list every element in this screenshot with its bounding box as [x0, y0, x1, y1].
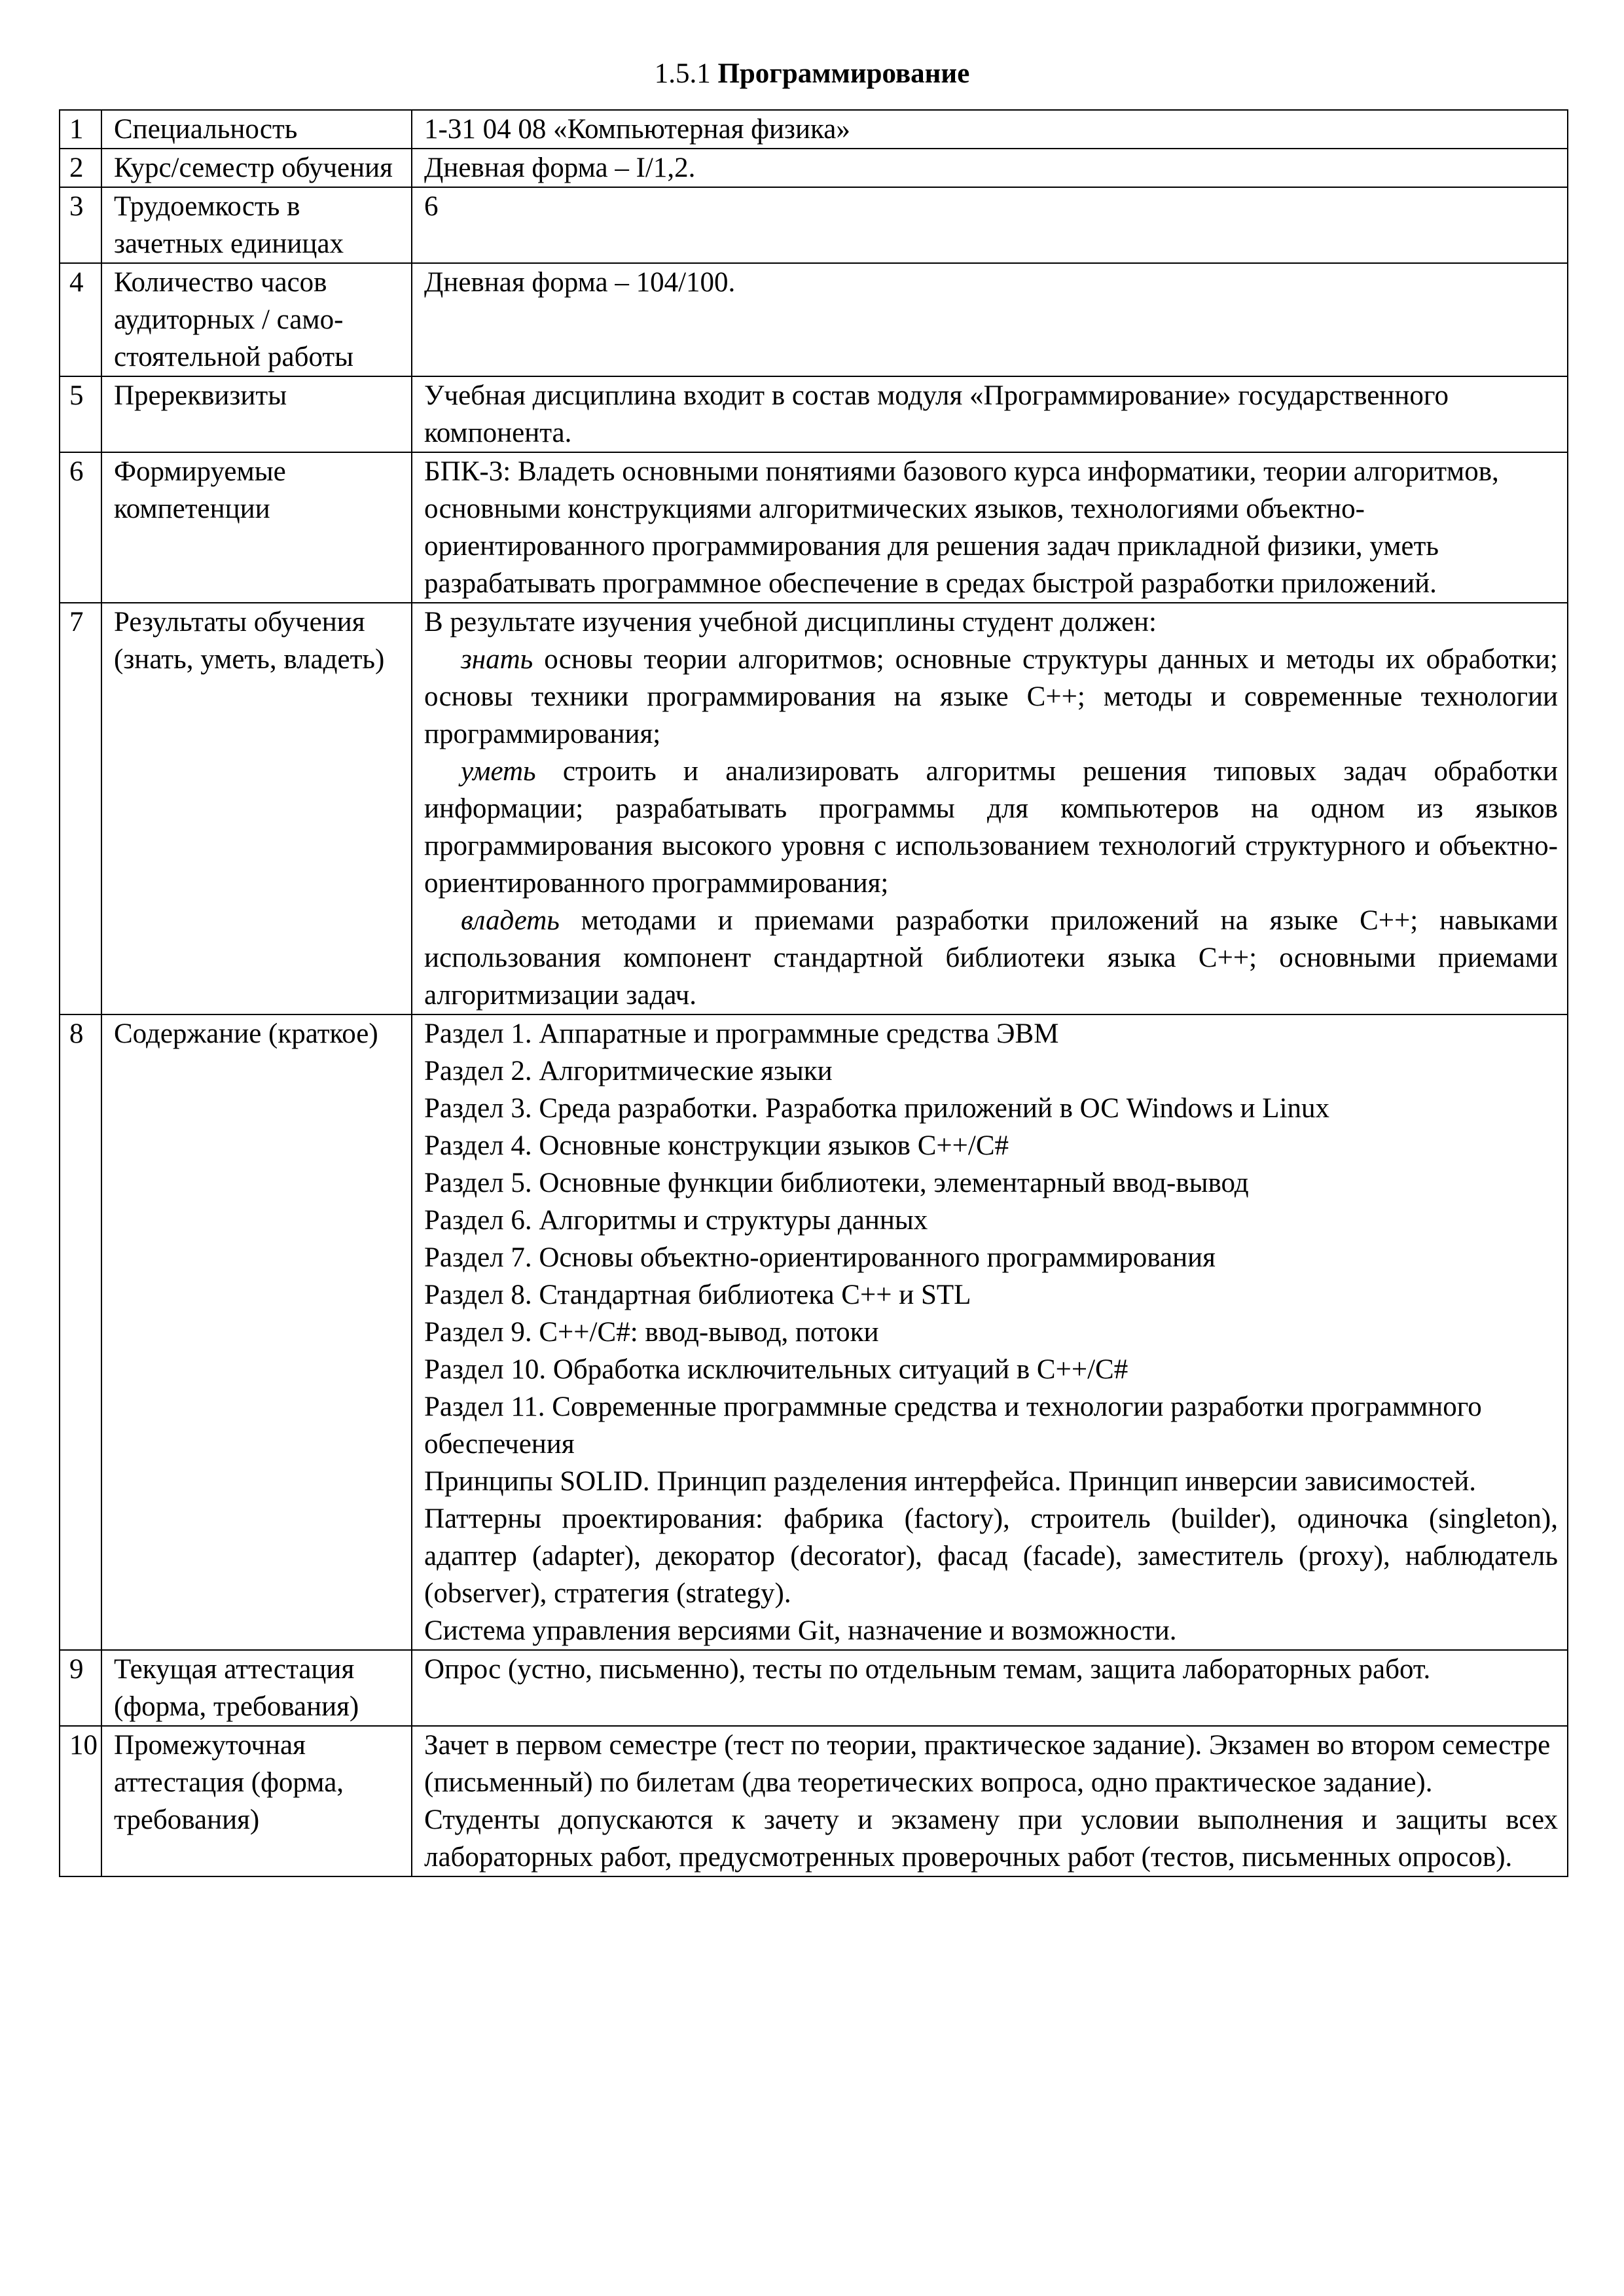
content-section: Раздел 11. Современные программные средства и технологии разработки программного обеспечения — [424, 1391, 1482, 1460]
table-row — [60, 110, 1568, 149]
row-number: 3 — [60, 187, 101, 263]
content-section: Раздел 3. Среда разработки. Разработка приложений в ОС Windows и Linux — [424, 1093, 1330, 1124]
content-section: Принципы SOLID. Принцип разделения интерфейса. Принцип инверсии зависимостей. — [424, 1466, 1476, 1497]
row-label: Количество часов аудиторных / само-стоятельной работы — [101, 263, 412, 376]
results-intro: В результате изучения учебной дисциплины студент должен: — [424, 607, 1157, 637]
table-row — [60, 263, 1568, 376]
row-content: 6 — [412, 187, 1568, 263]
own-text: методами и приемами разработки приложений на языке С++; навыками использования компонент стандартной библиотеки языка С++; основными приемами алгоритмизации задач. — [424, 905, 1558, 1011]
row-number: 9 — [60, 1650, 101, 1726]
row-content: Опрос (устно, письменно), тесты по отдельным темам, защита лабораторных работ. — [412, 1650, 1568, 1726]
results-know — [424, 641, 1558, 753]
can-term: уметь — [461, 756, 536, 787]
attestation-paragraph: Студенты допускаются к зачету и экзамену при условии выполнения и защиты всех лабораторных работ, предусмотренных проверочных работ (тестов, письменных опросов). — [424, 1804, 1558, 1873]
row-number: 10 — [60, 1726, 101, 1876]
row-label: Пререквизиты — [101, 376, 412, 452]
row-label: Содержание (краткое) — [101, 1014, 412, 1650]
content-section: Раздел 5. Основные функции библиотеки, элементарный ввод-вывод — [424, 1168, 1249, 1198]
row-content: Дневная форма – 104/100. — [412, 263, 1568, 376]
row-content: БПК-3: Владеть основными понятиями базового курса информатики, теории алгоритмов, основными конструкциями алгоритмических языков, технологиями объектно-ориентированного программирования для решения задач прикладной физики, уметь разрабатывать программное обеспечение в средах быстрой разработки приложений. — [412, 452, 1568, 603]
row-label: Формируемые компетенции — [101, 452, 412, 603]
row-label: Специальность — [101, 110, 412, 149]
results-can — [424, 753, 1558, 902]
course-spec-table — [59, 109, 1568, 1877]
row-content — [412, 1726, 1568, 1876]
row-label: Промежуточная аттестация (форма, требования) — [101, 1726, 412, 1876]
content-section: Раздел 7. Основы объектно-ориентированного программирования — [424, 1242, 1216, 1273]
table-row — [60, 1726, 1568, 1876]
content-section: Система управления версиями Git, назначение и возможности. — [424, 1615, 1177, 1646]
content-section: Раздел 8. Стандартная библиотека С++ и STL — [424, 1280, 971, 1310]
row-content: Учебная дисциплина входит в состав модуля «Программирование» государственного компонента. — [412, 376, 1568, 452]
table-row — [60, 149, 1568, 187]
row-number: 8 — [60, 1014, 101, 1650]
row-number: 5 — [60, 376, 101, 452]
row-label: Результаты обучения (знать, уметь, владеть) — [101, 603, 412, 1014]
content-section: Раздел 9. С++/С#: ввод-вывод, потоки — [424, 1317, 879, 1348]
table-row — [60, 376, 1568, 452]
own-term: владеть — [461, 905, 560, 936]
table-row — [60, 187, 1568, 263]
row-number: 2 — [60, 149, 101, 187]
content-section: Раздел 10. Обработка исключительных ситуаций в С++/С# — [424, 1354, 1128, 1385]
row-content: 1-31 04 08 «Компьютерная физика» — [412, 110, 1568, 149]
row-label: Трудоемкость в зачетных единицах — [101, 187, 412, 263]
row-content — [412, 603, 1568, 1014]
row-label: Текущая аттестация (форма, требования) — [101, 1650, 412, 1726]
row-number: 4 — [60, 263, 101, 376]
row-content: Дневная форма – I/1,2. — [412, 149, 1568, 187]
content-section: Паттерны проектирования: фабрика (factory), строитель (builder), одиночка (singleton), адаптер (adapter), декоратор (decorator), фасад (facade), заместитель (proxy), наблюдатель (observer), стратегия (strategy). — [424, 1503, 1558, 1609]
attestation-paragraph: Зачет в первом семестре (тест по теории, практическое задание). Экзамен во втором семестре (письменный) по билетам (два теоретических вопроса, одно практическое задание). — [424, 1730, 1551, 1798]
table-row — [60, 1650, 1568, 1726]
row-number: 7 — [60, 603, 101, 1014]
can-text: строить и анализировать алгоритмы решения типовых задач обработки информации; разрабатывать программы для компьютеров на одном из языков программирования высокого уровня с использованием технологий структурного и объектно-ориентированного программирования; — [424, 756, 1558, 899]
section-title: Программирование — [717, 58, 970, 89]
content-section: Раздел 1. Аппаратные и программные средства ЭВМ — [424, 1018, 1059, 1049]
row-content — [412, 1014, 1568, 1650]
row-number: 1 — [60, 110, 101, 149]
row-number: 6 — [60, 452, 101, 603]
know-term: знать — [461, 644, 533, 675]
content-section: Раздел 2. Алгоритмические языки — [424, 1056, 833, 1086]
table-row — [60, 603, 1568, 1014]
results-own — [424, 902, 1558, 1014]
know-text: основы теории алгоритмов; основные структуры данных и методы их обработки; основы техники программирования на языке С++; методы и современные технологии программирования; — [424, 644, 1558, 749]
table-row — [60, 452, 1568, 603]
page-title — [0, 55, 1624, 92]
content-section: Раздел 4. Основные конструкции языков С++/С# — [424, 1130, 1009, 1161]
section-number: 1.5.1 — [654, 58, 711, 89]
table-row — [60, 1014, 1568, 1650]
row-label: Курс/семестр обучения — [101, 149, 412, 187]
content-section: Раздел 6. Алгоритмы и структуры данных — [424, 1205, 928, 1236]
